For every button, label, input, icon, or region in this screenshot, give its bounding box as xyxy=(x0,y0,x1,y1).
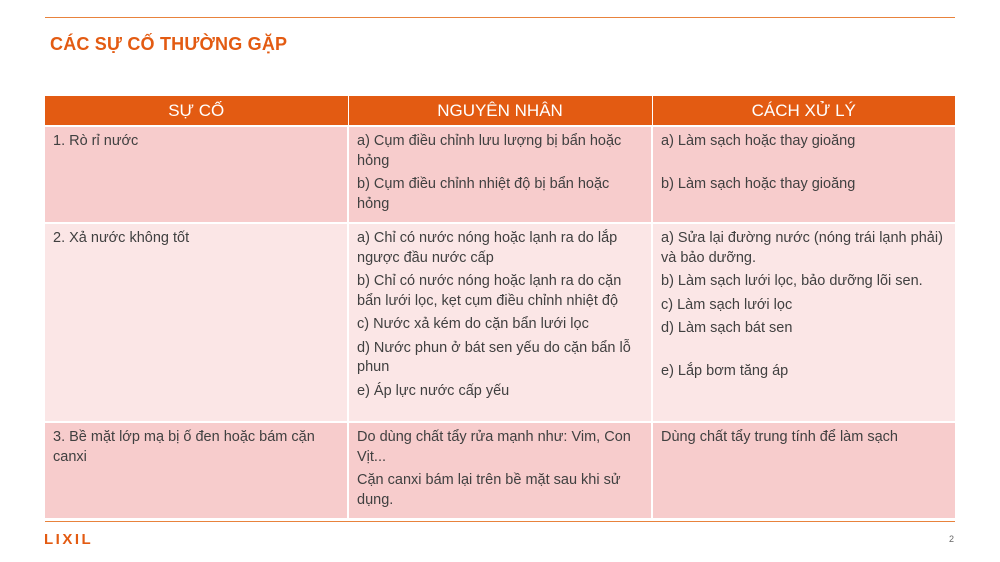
cause-item: a) Cụm điều chỉnh lưu lượng bị bẩn hoặc hỏng xyxy=(357,133,622,169)
lixil-logo: LIXIL xyxy=(44,531,94,548)
issue-cell: 2. Xả nước không tốt xyxy=(45,223,348,422)
cause-item: c) Nước xả kém do cặn bẩn lưới lọc xyxy=(357,316,589,332)
table-header-row xyxy=(45,96,955,126)
bottom-divider xyxy=(45,521,955,522)
solution-item: Dùng chất tẩy trung tính để làm sạch xyxy=(661,429,898,445)
cause-cell xyxy=(348,223,652,422)
troubleshooting-table xyxy=(45,96,955,518)
solution-cell xyxy=(652,126,955,223)
solution-item: b) Làm sạch hoặc thay gioăng xyxy=(661,176,856,192)
cause-item: Do dùng chất tẩy rửa mạnh như: Vim, Con Vịt... xyxy=(357,429,631,465)
cause-item: a) Chỉ có nước nóng hoặc lạnh ra do lắp ngược đầu nước cấp xyxy=(357,230,618,266)
solution-item: e) Lắp bơm tăng áp xyxy=(661,363,789,379)
cause-cell xyxy=(348,422,652,518)
solution-cell xyxy=(652,223,955,422)
cause-item: Cặn canxi bám lại trên bề mặt sau khi sử dụng. xyxy=(357,472,621,508)
header-cause: NGUYÊN NHÂN xyxy=(348,96,652,126)
cause-item: e) Áp lực nước cấp yếu xyxy=(357,382,510,399)
solution-item: a) Làm sạch hoặc thay gioăng xyxy=(661,133,856,149)
table-row xyxy=(45,422,955,518)
solution-cell xyxy=(652,422,955,518)
solution-item: b) Làm sạch lưới lọc, bảo dưỡng lõi sen. xyxy=(661,273,923,289)
cause-cell xyxy=(348,126,652,223)
issue-cell: 3. Bề mặt lớp mạ bị ố đen hoặc bám cặn canxi xyxy=(45,422,348,518)
cause-item: b) Chỉ có nước nóng hoặc lạnh ra do cặn bẩn lưới lọc, kẹt cụm điều chỉnh nhiệt độ xyxy=(357,273,622,309)
top-divider xyxy=(45,17,955,18)
table-row xyxy=(45,126,955,223)
solution-item: c) Làm sạch lưới lọc xyxy=(661,296,793,313)
header-solution: CÁCH XỬ LÝ xyxy=(652,96,955,126)
cause-item: d) Nước phun ở bát sen yếu do cặn bẩn lỗ phun xyxy=(357,339,631,375)
page-number: 2 xyxy=(949,534,955,544)
solution-item: d) Làm sạch bát sen xyxy=(661,320,793,336)
solution-item: a) Sửa lại đường nước (nóng trái lạnh phải) và bảo dưỡng. xyxy=(661,230,943,266)
slide-title: CÁC SỰ CỐ THƯỜNG GẶP xyxy=(50,34,288,54)
issue-cell: 1. Rò rỉ nước xyxy=(45,126,348,223)
header-issue: SỰ CỐ xyxy=(45,96,348,126)
cause-item: b) Cụm điều chỉnh nhiệt độ bị bẩn hoặc hỏng xyxy=(357,176,610,212)
table-row xyxy=(45,223,955,422)
